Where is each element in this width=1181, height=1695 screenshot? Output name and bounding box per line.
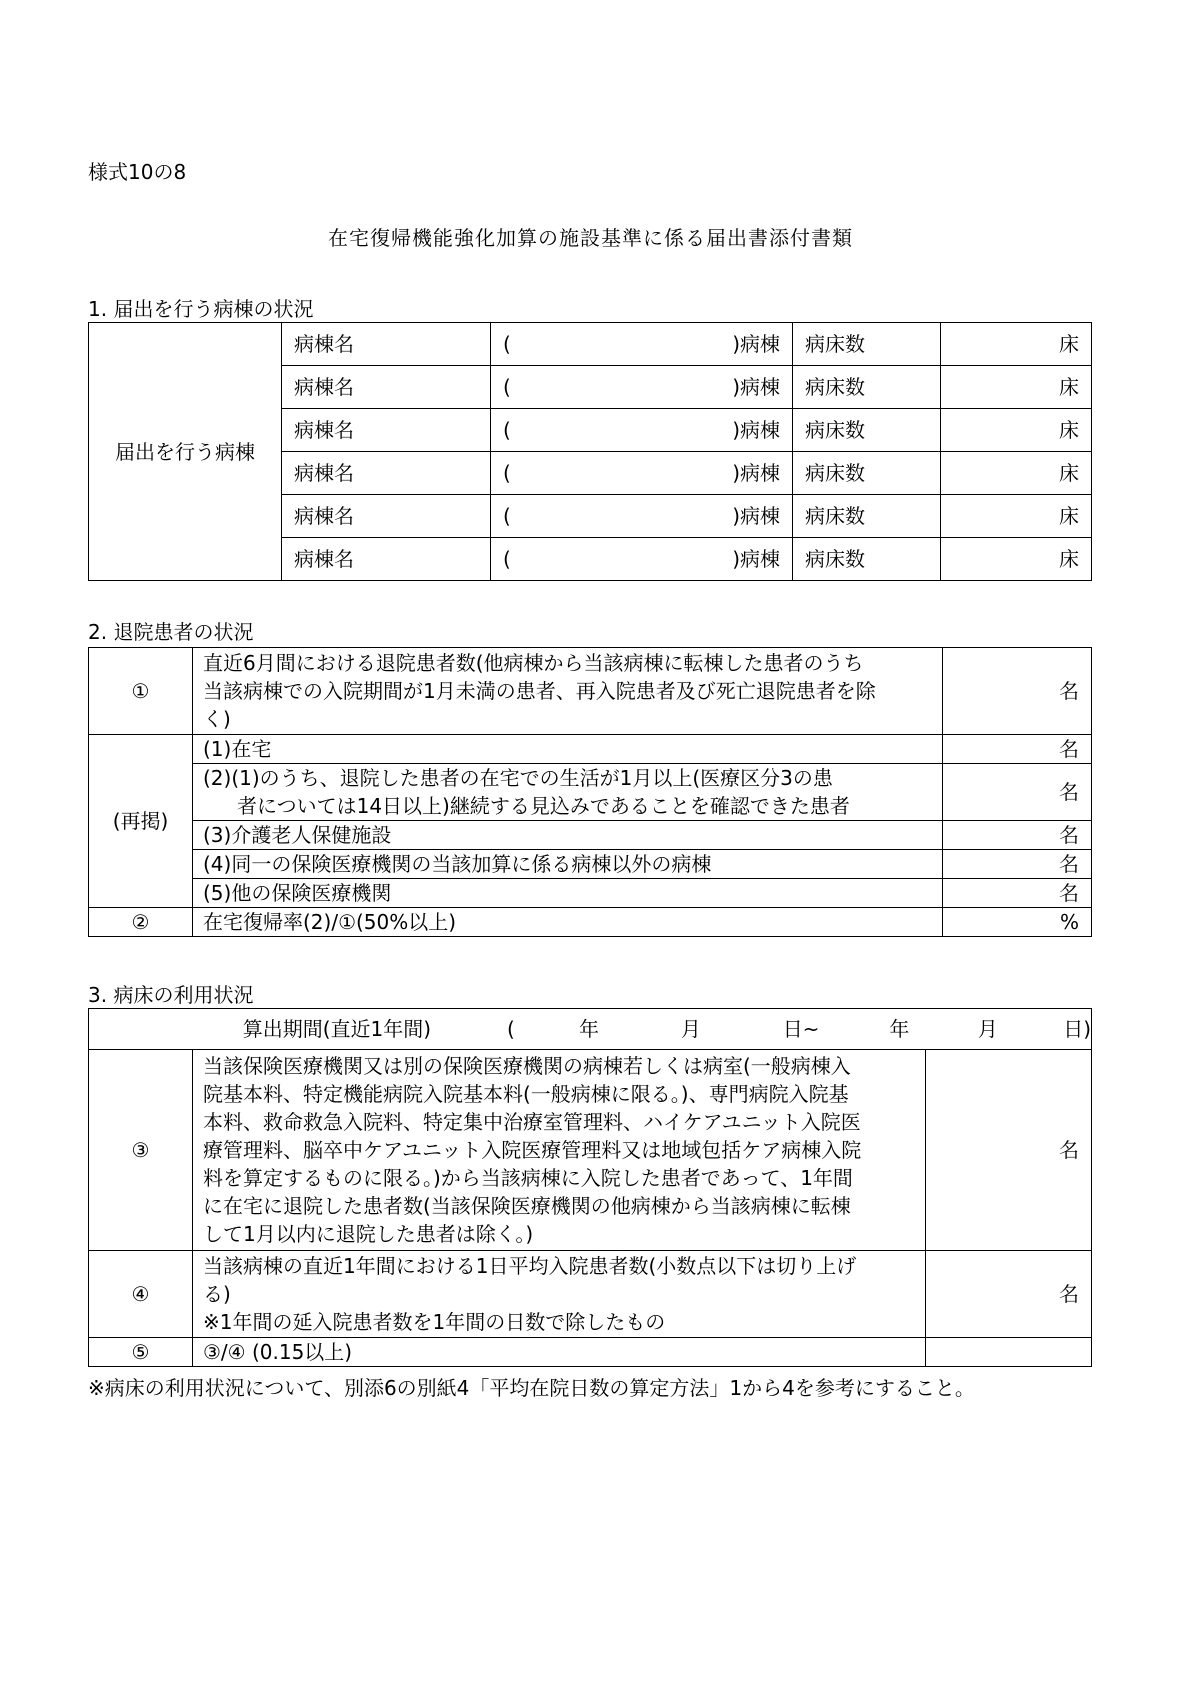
row-description: 当該保険医療機関又は別の保険医療機関の病棟若しくは病室(一般病棟入 院基本料、特定機能病院入院基本料(一般病棟に限る。)、専門病院入院基 本料、救命救急入院料、特定集中治療室管理料、ハイケアユニット入院医 療管理料、脳卒中ケアユニット入院医療管理料又は地域包括ケア病棟入院 料を算定するものに限る。)から当該病棟に入院した患者であって、1年間 に在宅に退院した患者数(当該保険医療機関の他病棟から当該病棟に転棟 して1月以内に退院した患者は除く。)	[193, 1050, 926, 1251]
row-3	[89, 1050, 1092, 1251]
ward-name-input-cell[interactable]: ( )病棟	[491, 409, 793, 452]
ward-name-label: 病棟名	[282, 452, 491, 495]
unit-input-cell[interactable]: 名	[943, 879, 1092, 908]
bed-count-input-cell[interactable]: 床	[941, 366, 1092, 409]
repost-label: (再掲)	[89, 735, 193, 908]
unit-input-cell[interactable]: 名	[943, 764, 1092, 821]
row-number: ④	[89, 1251, 193, 1338]
period-label: 算出期間(直近1年間)	[242, 1017, 432, 1041]
sub-row-text: (5)他の保険医療機関	[193, 879, 943, 908]
sub-row-text: (3)介護老人保健施設	[193, 821, 943, 850]
row-description: ③/④ (0.15以上)	[193, 1338, 926, 1367]
period-row	[89, 1009, 1092, 1050]
bed-count-label: 病床数	[793, 409, 941, 452]
section2-heading: 2. 退院患者の状況	[88, 620, 254, 644]
unit-input-cell[interactable]: 名	[943, 821, 1092, 850]
sub-row-3	[89, 821, 1092, 850]
bed-count-label: 病床数	[793, 495, 941, 538]
row-description: 当該病棟の直近1年間における1日平均入院患者数(小数点以下は切り上げ る) ※1年間の延入院患者数を1年間の日数で除したもの	[193, 1251, 926, 1338]
row-5	[89, 1338, 1092, 1367]
sub-row-4	[89, 850, 1092, 879]
section1-heading: 1. 届出を行う病棟の状況	[88, 297, 314, 321]
row-4	[89, 1251, 1092, 1338]
unit-input-cell[interactable]: %	[943, 908, 1092, 937]
bed-count-label: 病床数	[793, 538, 941, 581]
ward-table	[88, 322, 1092, 581]
ward-name-input-cell[interactable]: ( )病棟	[491, 452, 793, 495]
sub-row-1	[89, 735, 1092, 764]
unit-input-cell[interactable]: 名	[943, 850, 1092, 879]
row-number: ②	[89, 908, 193, 937]
row-header: 届出を行う病棟	[89, 323, 282, 581]
ward-name-input-cell[interactable]: ( )病棟	[491, 366, 793, 409]
bed-count-label: 病床数	[793, 452, 941, 495]
bed-count-input-cell[interactable]: 床	[941, 452, 1092, 495]
ward-name-label: 病棟名	[282, 366, 491, 409]
ward-name-label: 病棟名	[282, 409, 491, 452]
period-cell[interactable]: 算出期間(直近1年間) ( 年 月 日~ 年 月 日)	[89, 1009, 1092, 1050]
sub-row-text: (2)(1)のうち、退院した患者の在宅での生活が1月以上(医療区分3の患 者については14日以上)継続する見込みであることを確認できた患者	[193, 764, 943, 821]
unit-input-cell[interactable]: 名	[943, 735, 1092, 764]
bed-count-input-cell[interactable]: 床	[941, 538, 1092, 581]
ward-name-input-cell[interactable]: ( )病棟	[491, 538, 793, 581]
row-number: ③	[89, 1050, 193, 1251]
footnote: ※病床の利用状況について、別添6の別紙4「平均在院日数の算定方法」1から4を参考にすること。	[88, 1376, 975, 1400]
discharge-table	[88, 647, 1092, 937]
ward-name-label: 病棟名	[282, 323, 491, 366]
unit-input-cell[interactable]: 名	[926, 1050, 1092, 1251]
bed-count-label: 病床数	[793, 323, 941, 366]
sub-row-text: (4)同一の保険医療機関の当該加算に係る病棟以外の病棟	[193, 850, 943, 879]
row-description: 在宅復帰率(2)/①(50%以上)	[193, 908, 943, 937]
sub-row-text: (1)在宅	[193, 735, 943, 764]
row-2	[89, 908, 1092, 937]
unit-input-cell[interactable]: 名	[926, 1251, 1092, 1338]
form-code: 様式10の8	[88, 160, 187, 184]
bed-count-input-cell[interactable]: 床	[941, 495, 1092, 538]
unit-input-cell[interactable]: 名	[943, 648, 1092, 735]
row-1	[89, 648, 1092, 735]
ward-name-label: 病棟名	[282, 495, 491, 538]
bed-usage-table	[88, 1008, 1092, 1367]
row-description: 直近6月間における退院患者数(他病棟から当該病棟に転棟した患者のうち 当該病棟での入院期間が1月未満の患者、再入院患者及び死亡退院患者を除 く)	[193, 648, 943, 735]
ward-row	[89, 323, 1092, 366]
bed-count-input-cell[interactable]: 床	[941, 409, 1092, 452]
section3-heading: 3. 病床の利用状況	[88, 983, 254, 1007]
unit-input-cell[interactable]	[926, 1338, 1092, 1367]
row-number: ⑤	[89, 1338, 193, 1367]
bed-count-label: 病床数	[793, 366, 941, 409]
bed-count-input-cell[interactable]: 床	[941, 323, 1092, 366]
sub-row-5	[89, 879, 1092, 908]
document-title: 在宅復帰機能強化加算の施設基準に係る届出書添付書類	[328, 226, 853, 250]
ward-name-label: 病棟名	[282, 538, 491, 581]
ward-name-input-cell[interactable]: ( )病棟	[491, 495, 793, 538]
row-number: ①	[89, 648, 193, 735]
ward-name-input-cell[interactable]: ( )病棟	[491, 323, 793, 366]
sub-row-2	[89, 764, 1092, 821]
